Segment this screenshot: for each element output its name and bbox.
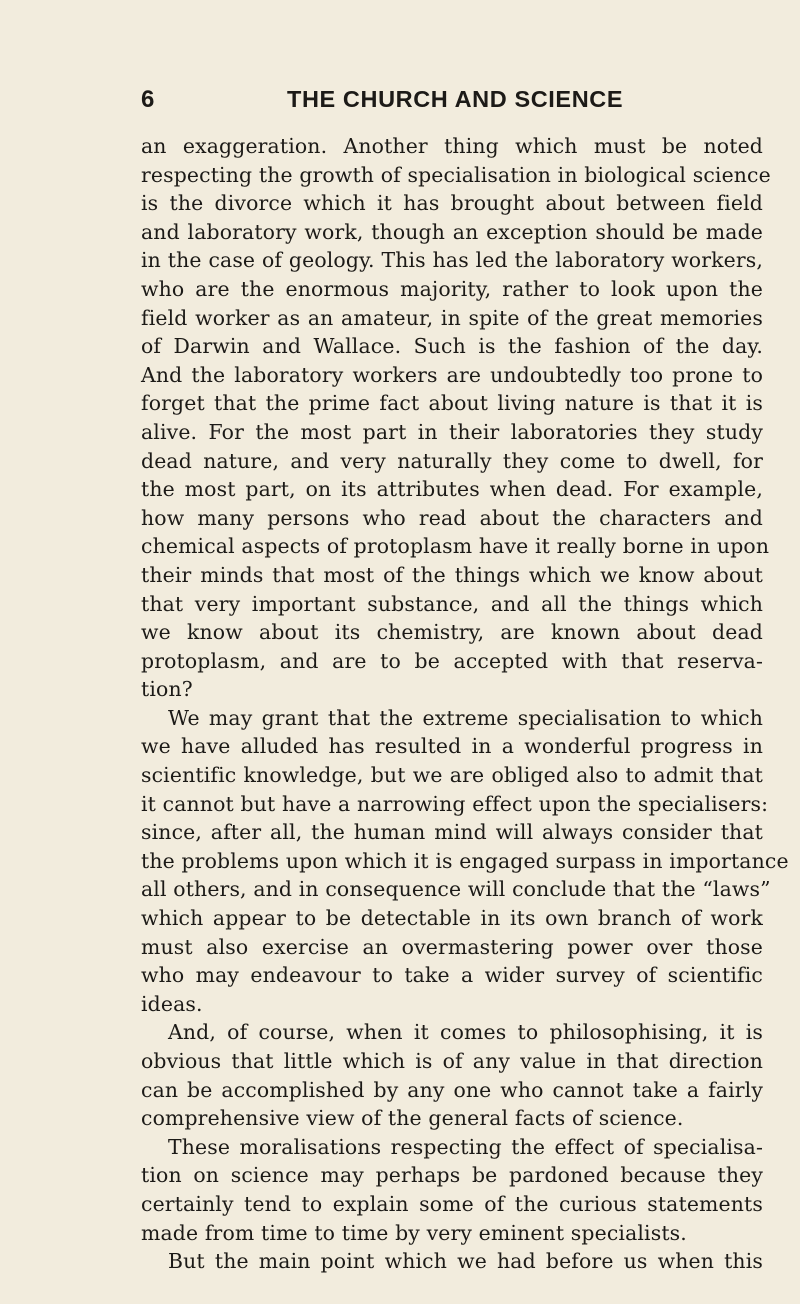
text-line: tion? — [141, 677, 193, 702]
text-line: certainly tend to explain some of the curious statements — [141, 1191, 763, 1216]
page-header — [141, 86, 763, 126]
text-line: who are the enormous majority, rather to look upon the — [141, 276, 763, 301]
text-line: obvious that little which is of any value in that direction — [141, 1049, 763, 1073]
body-text — [141, 132, 789, 1276]
page-number: 6 — [141, 86, 155, 113]
text-line: alive. For the most part in their laboratories they study — [141, 419, 763, 444]
text-line: an exaggeration. Another thing which must be noted — [141, 134, 763, 158]
text-line: who may endeavour to take a wider survey of scientific — [141, 963, 763, 988]
text-line: in the case of geology. This has led the laboratory workers, — [141, 248, 763, 273]
text-line: can be accomplished by any one who cannot take a fairly — [141, 1077, 763, 1102]
text-line: since, after all, the human mind will always consider that — [141, 820, 763, 845]
text-line: which appear to be detectable in its own branch of work — [141, 906, 763, 931]
text-line: we know about its chemistry, are known about dead — [141, 620, 763, 645]
text-line: of Darwin and Wallace. Such is the fashion of the day. — [141, 334, 763, 359]
text-line: their minds that most of the things which we know about — [141, 562, 763, 587]
text-line: forget that the prime fact about living nature is that it is — [141, 391, 763, 416]
text-line: that very important substance, and all the things which — [141, 591, 763, 616]
text-line: But the main point which we had before us when this — [168, 1249, 763, 1274]
text-line: We may grant that the extreme specialisation to which — [168, 705, 763, 730]
text-line: and laboratory work, though an exception should be made — [141, 219, 763, 244]
text-line: dead nature, and very naturally they come to dwell, for — [141, 448, 763, 473]
text-line: respecting the growth of specialisation in biological science — [141, 162, 771, 187]
running-title: THE CHURCH AND SCIENCE — [287, 86, 624, 112]
text-line: is the divorce which it has brought about between field — [141, 191, 763, 216]
text-line: field worker as an amateur, in spite of the great memories — [141, 305, 763, 330]
text-line: it cannot but have a narrowing effect upon the specialisers: — [141, 791, 769, 816]
text-line: all others, and in consequence will conclude that the “laws” — [141, 877, 771, 902]
text-line: how many persons who read about the characters and — [141, 505, 763, 530]
text-line: protoplasm, and are to be accepted with that reserva- — [141, 648, 763, 673]
text-line: the problems upon which it is engaged surpass in importance — [141, 848, 789, 873]
text-line: chemical aspects of protoplasm have it really borne in upon — [141, 534, 770, 559]
text-line: comprehensive view of the general facts of science. — [141, 1106, 684, 1131]
text-line: These moralisations respecting the effect of specialisa- — [168, 1134, 763, 1159]
text-line: ideas. — [141, 991, 203, 1016]
text-line: we have alluded has resulted in a wonderful progress in — [141, 734, 763, 759]
text-line: scientific knowledge, but we are obliged also to admit that — [141, 763, 763, 788]
text-line: And the laboratory workers are undoubtedly too prone to — [141, 362, 763, 387]
text-line: made from time to time by very eminent specialists. — [141, 1220, 687, 1245]
text-line: must also exercise an overmastering power over those — [141, 934, 763, 959]
text-line: tion on science may perhaps be pardoned because they — [141, 1163, 763, 1188]
text-line: the most part, on its attributes when dead. For example, — [141, 477, 763, 502]
text-line: And, of course, when it comes to philosophising, it is — [168, 1020, 763, 1045]
